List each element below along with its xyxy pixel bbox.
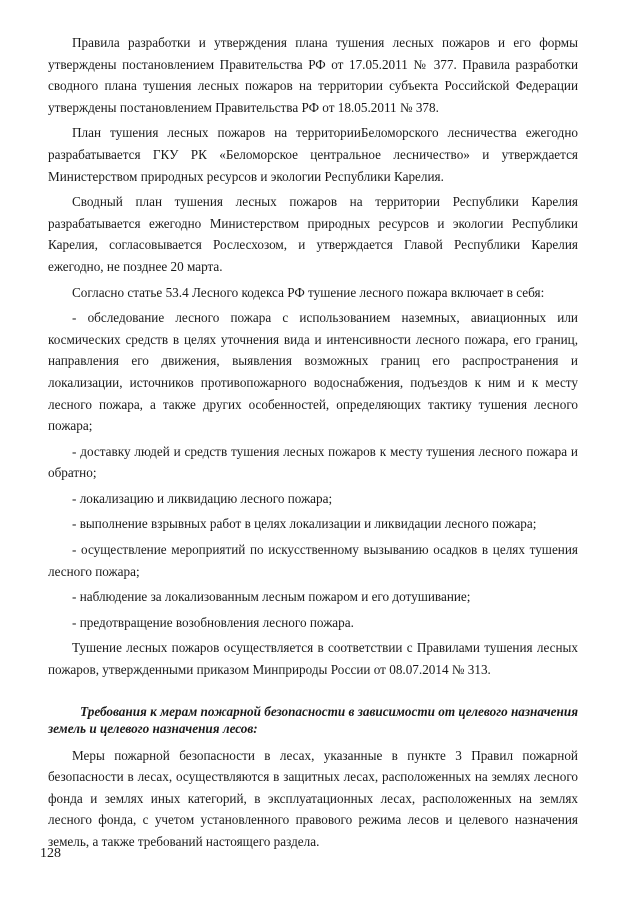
list-item: - осуществление мероприятий по искусственному вызыванию осадков в целях тушения лесного пожара; bbox=[48, 542, 578, 579]
page-number: 128 bbox=[40, 846, 61, 861]
section-heading: Требования к мерам пожарной безопасности в зависимости от целевого назначения земель и целевого назначения лесов: bbox=[48, 703, 578, 736]
list-item: - доставку людей и средств тушения лесных пожаров к месту тушения лесного пожара и обратно; bbox=[48, 443, 578, 481]
paragraph-plan-rules: Правила разработки и утверждения плана тушения лесных пожаров и его формы утверждены постановлением Правительства РФ от 17.05.2011 № 377. Правила разработки сводного плана тушения лесных пожаров на территории субъекта Российской Федерации утверждены постановлением Правительства РФ от 18.05.2011 № 378. bbox=[48, 35, 578, 115]
list-item: - выполнение взрывных работ в целях локализации и ликвидации лесного пожара; bbox=[72, 516, 537, 532]
list-item: - предотвращение возобновления лесного пожара. bbox=[72, 614, 354, 630]
paragraph-forest-code: Согласно статье 53.4 Лесного кодекса РФ тушение лесного пожара включает в себя: bbox=[72, 284, 545, 300]
document-page bbox=[48, 32, 578, 857]
paragraph-firefighting-rules: Тушение лесных пожаров осуществляется в соответствии с Правилами тушения лесных пожаров, утвержденными приказом Минприроды России от 08.07.2014 № 313. bbox=[48, 640, 578, 678]
paragraph-summary-plan: Сводный план тушения лесных пожаров на территории Республики Карелия разрабатывается ежегодно Министерством природных ресурсов и экологии Республики Карелия, согласовывается Рослесхозом, и утверждается Главой Республики Карелия ежегодно, не позднее 20 марта. bbox=[48, 194, 578, 274]
list-item: - наблюдение за локализованным лесным пожаром и его дотушивание; bbox=[72, 589, 471, 605]
paragraph-safety-measures: Меры пожарной безопасности в лесах, указанные в пункте 3 Правил пожарной безопасности в лесах, осуществляются в защитных лесах, расположенных на землях лесного фонда и землях иных категорий, в эксплуатационных лесах, расположенных на землях лесного фонда, с учетом установленного правового режима лесов и целевого назначения земель, а также требований настоящего раздела. bbox=[48, 747, 578, 849]
firefighting-list bbox=[48, 307, 578, 633]
paragraph-forestry-plan: План тушения лесных пожаров на территорииБеломорского лесничества ежегодно разрабатывается ГКУ РК «Беломорское центральное лесничество» и утверждается Министерством природных ресурсов и экологии Республики Карелия. bbox=[48, 125, 578, 184]
list-item: - обследование лесного пожара с использованием наземных, авиационных или космических средств в целях уточнения вида и интенсивности лесного пожара, его границ, направления его движения, выявления возможных границ его распространения и локализации, источников противопожарного водоснабжения, подъездов к ним и к месту лесного пожара, а также других особенностей, определяющих тактику тушения лесного пожара; bbox=[48, 310, 578, 434]
list-item: - локализацию и ликвидацию лесного пожара; bbox=[72, 490, 333, 506]
